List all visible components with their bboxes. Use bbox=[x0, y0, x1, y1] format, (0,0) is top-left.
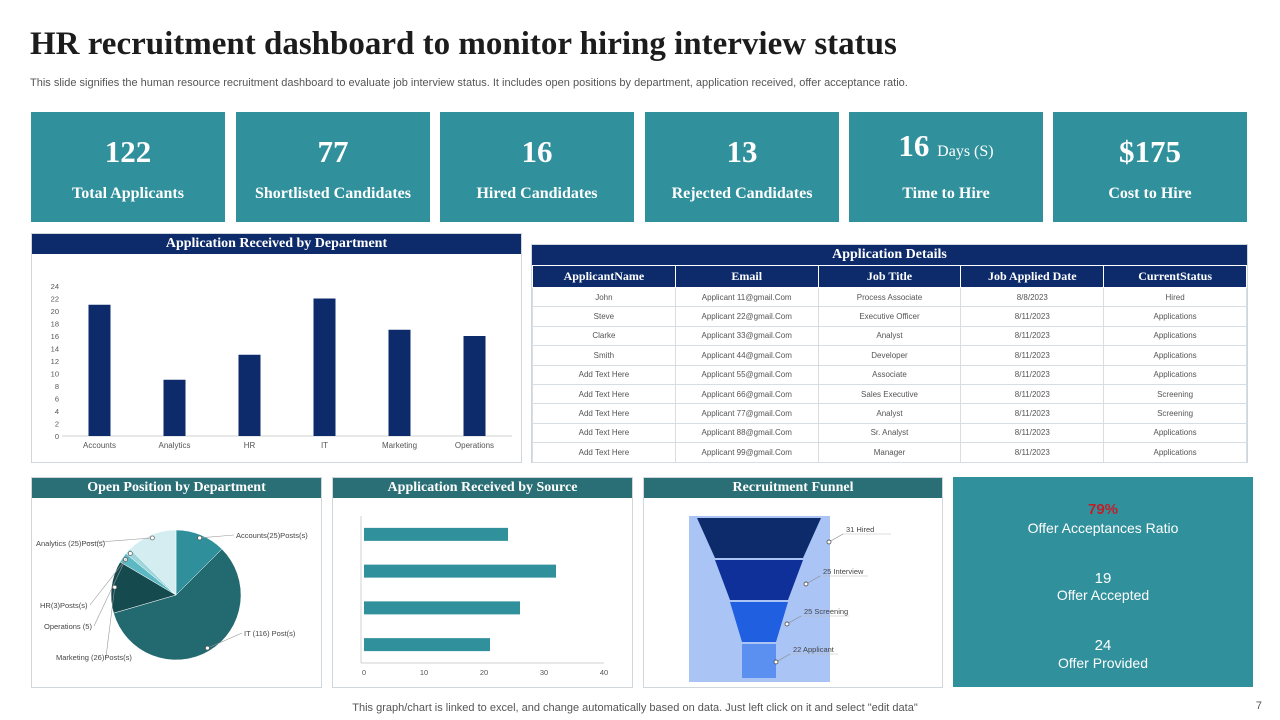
details-title: Application Details bbox=[532, 245, 1247, 265]
page-subtitle: This slide signifies the human resource recruitment dashboard to evaluate job interview status. It includes open positions by department, application received, offer acceptance ratio. bbox=[30, 77, 908, 89]
funnel-leader-dot bbox=[827, 540, 831, 544]
source-bar bbox=[364, 601, 520, 614]
table-row bbox=[533, 423, 1247, 442]
table-cell: Applicant 88@gmail.Com bbox=[675, 423, 818, 442]
table-cell: Applications bbox=[1104, 326, 1247, 345]
table-cell: 8/11/2023 bbox=[961, 326, 1104, 345]
funnel-stage-label: 25 Screening bbox=[804, 607, 849, 616]
y-tick-label: 20 bbox=[50, 307, 59, 316]
y-tick-label: 12 bbox=[50, 357, 59, 366]
kpi-card-rejected bbox=[645, 112, 839, 222]
source-title: Application Received by Source bbox=[333, 478, 632, 498]
y-tick-label: 4 bbox=[54, 407, 59, 416]
table-cell: Analyst bbox=[818, 326, 961, 345]
y-tick-label: 0 bbox=[54, 432, 59, 441]
footer-note: This graph/chart is linked to excel, and change automatically based on data. Just left click on it and select "edit data" bbox=[352, 702, 918, 714]
table-cell: Applications bbox=[1104, 307, 1247, 326]
table-cell: Sr. Analyst bbox=[818, 423, 961, 442]
table-cell: Applications bbox=[1104, 365, 1247, 384]
kpi-value: $175 bbox=[1119, 134, 1181, 169]
open-positions-title: Open Position by Department bbox=[32, 478, 321, 498]
open-positions-pie bbox=[32, 498, 321, 687]
table-cell: Applicant 99@gmail.Com bbox=[675, 443, 818, 462]
y-tick-label: 6 bbox=[54, 394, 59, 404]
source-bar bbox=[364, 565, 556, 578]
source-panel bbox=[332, 477, 633, 688]
table-cell: Process Associate bbox=[818, 288, 961, 307]
dept-bar-chart bbox=[32, 254, 521, 462]
y-tick-label: 8 bbox=[54, 382, 59, 391]
table-cell: Executive Officer bbox=[818, 307, 961, 326]
funnel-leader-line bbox=[829, 534, 843, 542]
col-email: Email bbox=[675, 266, 818, 288]
kpi-value: 77 bbox=[317, 134, 349, 169]
kpi-label: Time to Hire bbox=[902, 185, 990, 202]
col-job-applied-date: Job Applied Date bbox=[961, 266, 1104, 288]
col-current-status: CurrentStatus bbox=[1104, 266, 1247, 288]
x-tick-label: Analytics bbox=[158, 441, 191, 450]
funnel-stage bbox=[742, 644, 776, 678]
kpi-value: 13 bbox=[726, 134, 758, 169]
source-bar-chart bbox=[333, 498, 632, 687]
table-cell: 8/11/2023 bbox=[961, 423, 1104, 442]
table-cell: Sales Executive bbox=[818, 384, 961, 403]
table-row bbox=[533, 365, 1247, 384]
table-cell: Add Text Here bbox=[533, 365, 676, 384]
kpi-value: 16 bbox=[521, 134, 553, 169]
funnel-stage-label: 22 Applicant bbox=[793, 645, 834, 654]
bar-hr bbox=[239, 355, 261, 436]
x-tick-label: 30 bbox=[539, 668, 549, 677]
table-cell: Add Text Here bbox=[533, 423, 676, 442]
x-tick-label: IT bbox=[320, 441, 329, 450]
table-cell: Applicant 11@gmail.Com bbox=[675, 288, 818, 307]
table-cell: Applicant 66@gmail.Com bbox=[675, 384, 818, 403]
kpi-label: Rejected Candidates bbox=[671, 185, 813, 202]
y-tick-label: 2 bbox=[54, 419, 59, 429]
kpi-card-total-applicants bbox=[31, 112, 225, 222]
table-row bbox=[533, 384, 1247, 403]
table-cell: Applicant 33@gmail.Com bbox=[675, 326, 818, 345]
table-row bbox=[533, 443, 1247, 462]
table-cell: Applications bbox=[1104, 346, 1247, 365]
pie-label: Analytics (25)Post(s) bbox=[36, 539, 106, 548]
offer-provided-label: Offer Provided bbox=[1057, 655, 1148, 671]
pie-label: Marketing (26)Posts(s) bbox=[56, 653, 132, 662]
funnel-stage bbox=[697, 518, 821, 558]
kpi-label: Shortlisted Candidates bbox=[254, 185, 412, 202]
offer-ratio-value: 79% bbox=[1087, 501, 1119, 518]
table-header-row bbox=[533, 266, 1247, 288]
kpi-label: Hired Candidates bbox=[476, 185, 598, 202]
x-tick-label: 40 bbox=[599, 668, 609, 677]
table-cell: Applicant 22@gmail.Com bbox=[675, 307, 818, 326]
open-positions-panel bbox=[31, 477, 322, 688]
table-cell: Applicant 44@gmail.Com bbox=[675, 346, 818, 365]
offer-accepted-value: 19 bbox=[1094, 570, 1112, 587]
dept-chart-panel bbox=[31, 233, 522, 463]
table-cell: Add Text Here bbox=[533, 404, 676, 423]
pie-leader-dot bbox=[205, 646, 209, 650]
y-tick-label: 16 bbox=[50, 332, 59, 341]
source-bar bbox=[364, 638, 490, 651]
y-tick-label: 10 bbox=[50, 369, 59, 379]
kpi-value-wrap bbox=[849, 128, 1043, 164]
table-cell: 8/8/2023 bbox=[961, 288, 1104, 307]
y-tick-label: 14 bbox=[50, 344, 59, 354]
x-tick-label: 0 bbox=[361, 668, 367, 677]
x-tick-label: Accounts bbox=[83, 441, 116, 450]
x-tick-label: Operations bbox=[454, 441, 495, 450]
details-table-body bbox=[533, 288, 1247, 463]
funnel-leader-dot bbox=[785, 622, 789, 626]
y-tick-label: 24 bbox=[50, 282, 59, 291]
dept-chart-title: Application Received by Department bbox=[32, 234, 521, 254]
y-tick-label: 18 bbox=[50, 319, 59, 329]
table-row bbox=[533, 288, 1247, 307]
pie-leader-dot bbox=[198, 536, 202, 540]
offer-accepted-label: Offer Accepted bbox=[1056, 587, 1150, 603]
table-cell: Add Text Here bbox=[533, 384, 676, 403]
funnel-title: Recruitment Funnel bbox=[644, 478, 942, 498]
table-cell: 8/11/2023 bbox=[961, 404, 1104, 423]
table-cell: 8/11/2023 bbox=[961, 346, 1104, 365]
table-cell: Applicant 55@gmail.Com bbox=[675, 365, 818, 384]
page-title: HR recruitment dashboard to monitor hiring interview status bbox=[30, 26, 897, 62]
table-cell: Hired bbox=[1104, 288, 1247, 307]
bar-operations bbox=[464, 336, 486, 436]
funnel-panel bbox=[643, 477, 943, 688]
pie-leader-dot bbox=[128, 551, 132, 555]
table-cell: Smith bbox=[533, 346, 676, 365]
table-cell: John bbox=[533, 288, 676, 307]
table-cell: Applicant 77@gmail.Com bbox=[675, 404, 818, 423]
funnel-leader-dot bbox=[804, 582, 808, 586]
kpi-card-shortlisted bbox=[236, 112, 430, 222]
table-row bbox=[533, 346, 1247, 365]
table-cell: 8/11/2023 bbox=[961, 365, 1104, 384]
page-number: 7 bbox=[1255, 700, 1262, 712]
table-row bbox=[533, 307, 1247, 326]
bar-it bbox=[314, 299, 336, 437]
recruitment-funnel bbox=[644, 498, 942, 687]
kpi-card-cost-to-hire bbox=[1053, 112, 1247, 222]
table-cell: Associate bbox=[818, 365, 961, 384]
col-applicant-name: ApplicantName bbox=[533, 266, 676, 288]
pie-label: Operations (5) bbox=[44, 622, 92, 631]
bar-analytics bbox=[164, 380, 186, 436]
table-cell: 8/11/2023 bbox=[961, 443, 1104, 462]
table-cell: Screening bbox=[1104, 384, 1247, 403]
details-table bbox=[532, 265, 1247, 463]
table-cell: Steve bbox=[533, 307, 676, 326]
kpi-value: 122 bbox=[104, 134, 152, 169]
kpi-unit: Days (S) bbox=[937, 143, 994, 160]
bar-accounts bbox=[89, 305, 111, 436]
kpi-card-time-to-hire bbox=[849, 112, 1043, 222]
funnel-stage-label: 25 Interview bbox=[823, 567, 864, 576]
details-panel bbox=[531, 244, 1248, 463]
x-tick-label: HR bbox=[243, 441, 256, 450]
offer-provided-value: 24 bbox=[1094, 637, 1112, 654]
funnel-stage-label: 31 Hired bbox=[846, 525, 875, 534]
table-cell: Manager bbox=[818, 443, 961, 462]
funnel-stage bbox=[715, 560, 803, 600]
bar-marketing bbox=[389, 330, 411, 436]
table-row bbox=[533, 404, 1247, 423]
pie-label: HR(3)Posts(s) bbox=[40, 601, 88, 610]
table-cell: Applications bbox=[1104, 423, 1247, 442]
offer-summary-box bbox=[953, 477, 1253, 687]
table-cell: Developer bbox=[818, 346, 961, 365]
kpi-value: 16 bbox=[898, 128, 930, 163]
col-job-title: Job Title bbox=[818, 266, 961, 288]
source-bar bbox=[364, 528, 508, 541]
table-cell: 8/11/2023 bbox=[961, 307, 1104, 326]
table-cell: 8/11/2023 bbox=[961, 384, 1104, 403]
x-tick-label: 20 bbox=[479, 668, 489, 677]
pie-leader-dot bbox=[150, 536, 154, 540]
pie-label: IT (116) Post(s) bbox=[244, 629, 296, 638]
table-cell: Add Text Here bbox=[533, 443, 676, 462]
funnel-leader-dot bbox=[774, 660, 778, 664]
kpi-card-hired bbox=[440, 112, 634, 222]
table-cell: Clarke bbox=[533, 326, 676, 345]
kpi-label: Cost to Hire bbox=[1108, 185, 1192, 202]
pie-leader-dot bbox=[113, 585, 117, 589]
x-tick-label: 10 bbox=[419, 668, 429, 677]
table-row bbox=[533, 326, 1247, 345]
offer-ratio-label: Offer Acceptances Ratio bbox=[1027, 520, 1179, 536]
x-tick-label: Marketing bbox=[381, 441, 418, 450]
table-cell: Screening bbox=[1104, 404, 1247, 423]
y-tick-label: 22 bbox=[50, 294, 59, 304]
pie-label: Accounts(25)Posts(s) bbox=[236, 531, 308, 540]
table-cell: Applications bbox=[1104, 443, 1247, 462]
kpi-label: Total Applicants bbox=[72, 185, 184, 202]
table-cell: Analyst bbox=[818, 404, 961, 423]
